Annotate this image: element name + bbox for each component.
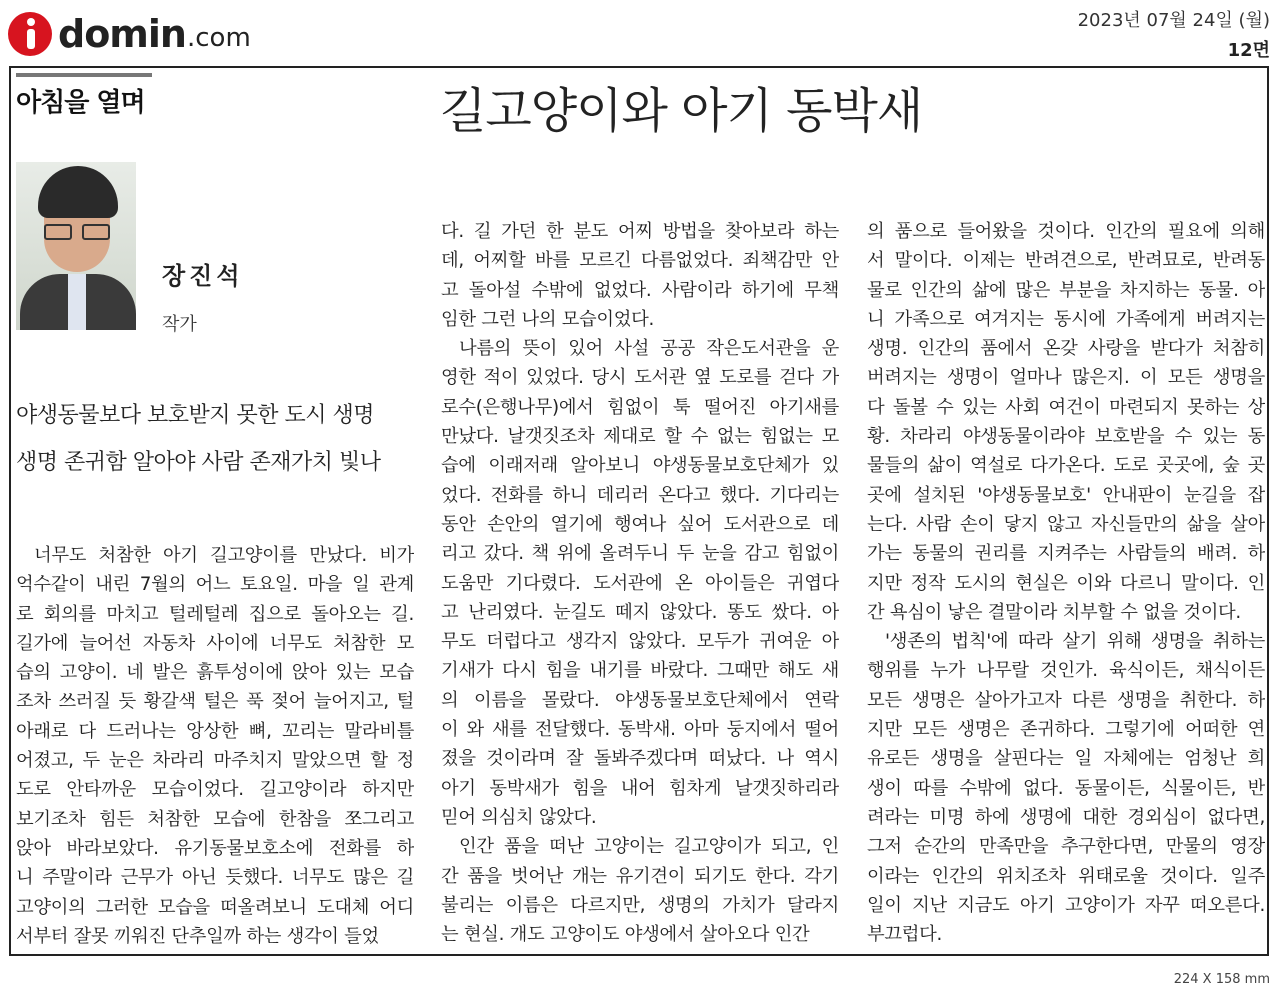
article-line: 아래로 다 드러나는 앙상한 뼈, 꼬리는 말라비틀 xyxy=(16,720,414,742)
article-line: 조차 쓰러질 듯 황갈색 털은 푹 젖어 늘어지고, 털 xyxy=(16,691,414,713)
article-line: 모든 생명은 살아가고자 다른 생명을 취한다. 하 xyxy=(867,689,1265,711)
article-line: 도로 안타까운 모습이었다. 길고양이라 하지만 xyxy=(16,779,414,801)
article-line: 버려지는 생명이 얼마나 많은지. 이 모든 생명을 xyxy=(867,367,1265,389)
print-size-note: 224 X 158 mm xyxy=(1173,972,1270,987)
author-role: 작가 xyxy=(162,314,197,335)
article-line: 지만 정작 도시의 현실은 이와 다르니 말이다. 인 xyxy=(867,572,1265,594)
logo-domain-text: domin xyxy=(58,12,186,56)
subheadline-2: 생명 존귀함 알아야 사람 존재가치 빛나 xyxy=(16,450,381,475)
article-line: 습의 고양이. 네 발은 흙투성이에 앉아 있는 모습 xyxy=(16,662,414,684)
article-line: 이 와 새를 전달했다. 동박새. 아마 둥지에서 떨어 xyxy=(441,719,839,741)
article-line: 무도 더럽다고 생각지 않았다. 모두가 귀여운 아 xyxy=(441,631,839,653)
article-line: 서 말이다. 이제는 반려견으로, 반려묘로, 반려동 xyxy=(867,250,1265,272)
article-line: 생명. 인간의 품에서 온갖 사랑을 받다가 처참히 xyxy=(867,338,1265,360)
article-line: 불리는 이름은 다르지만, 생명의 가치가 달라지 xyxy=(441,894,839,916)
article-line: 간 욕심이 낳은 결말이라 치부할 수 없을 것이다. xyxy=(867,601,1241,623)
article-line: 려라는 미명 하에 생명에 대한 경외심이 없다면, xyxy=(867,806,1265,828)
article-column-1 xyxy=(16,541,414,951)
article-line: 행위를 누가 나무랄 것인가. 육식이든, 채식이든 xyxy=(867,660,1265,682)
article-headline: 길고양이와 아기 동박새 xyxy=(440,83,923,139)
article-line: 물들의 삶이 역설로 다가온다. 도로 곳곳에, 숲 곳 xyxy=(867,455,1265,477)
article-line: 가는 동물의 권리를 지켜주는 사람들의 배려. 하 xyxy=(867,543,1265,565)
article-line: 만났다. 날갯짓조차 제대로 할 수 없는 힘없는 모 xyxy=(441,426,839,448)
article-line: 곳에 설치된 '야생동물보호' 안내판이 눈길을 잡 xyxy=(867,484,1265,506)
author-photo xyxy=(16,162,136,330)
article-line: 고양이의 그러한 모습을 떠올려보니 도대체 어디 xyxy=(16,896,414,918)
article-line: 습에 이래저래 알아보니 야생동물보호단체가 있 xyxy=(441,455,839,477)
subheadline-1: 야생동물보다 보호받지 못한 도시 생명 xyxy=(16,403,375,428)
article-line: 니 주말이라 근무가 아닌 듯했다. 너무도 많은 길 xyxy=(16,867,414,889)
article-line: 물로 인간의 삶에 많은 부분을 차지하는 동물. 아 xyxy=(867,279,1265,301)
site-logo[interactable] xyxy=(8,8,251,60)
article-line: 황. 차라리 야생동물이라야 보호받을 수 있는 동 xyxy=(867,426,1265,448)
article-line: 그저 순간의 만족만을 추구한다면, 만물의 영장 xyxy=(867,836,1265,858)
article-line: 기새가 다시 힘을 내기를 바랐다. 그때만 해도 새 xyxy=(441,660,839,682)
logo-tld-text: .com xyxy=(186,23,251,53)
article-line: 는 현실. 개도 고양이도 야생에서 살아오다 인간 xyxy=(441,924,810,946)
article-line: 인간 품을 떠난 고양이는 길고양이가 되고, 인 xyxy=(459,836,839,858)
author-name: 장진석 xyxy=(162,262,244,290)
article-column-3 xyxy=(867,217,1265,949)
article-line: 생이 따를 수밖에 없다. 동물이든, 식물이든, 반 xyxy=(867,777,1265,799)
article-line: 다. 길 가던 한 분도 어찌 방법을 찾아보라 하는 xyxy=(441,221,839,242)
article-line: 일이 지난 지금도 아기 고양이가 자꾸 떠오른다. xyxy=(867,894,1265,916)
article-line: 리고 갔다. 책 위에 올려두니 두 눈을 감고 힘없이 xyxy=(441,543,839,565)
article-line: 간 품을 벗어난 개는 유기견이 되기도 한다. 각기 xyxy=(441,865,839,887)
article-line: 유로든 생명을 살핀다는 일 자체에는 엄청난 희 xyxy=(867,748,1265,770)
article-line: 의 품으로 들어왔을 것이다. 인간의 필요에 의해 xyxy=(867,221,1265,242)
article-line: 나름의 뜻이 있어 사설 공공 작은도서관을 운 xyxy=(459,338,839,360)
section-divider xyxy=(16,73,152,77)
article-line: 어졌고, 두 눈은 차라리 마주치지 말았으면 할 정 xyxy=(16,750,414,772)
page-number: 12면 xyxy=(1227,40,1270,61)
article-line: 부끄럽다. xyxy=(867,924,942,946)
article-line: 보기조차 힘든 처참한 모습에 한참을 쪼그리고 xyxy=(16,808,414,830)
article-line: 고 돌아설 수밖에 없었다. 사람이라 하기에 무책 xyxy=(441,279,839,301)
article-line: 억수같이 내린 7월의 어느 토요일. 마을 일 관계 xyxy=(16,574,414,596)
article-line: 었다. 전화를 하니 데리러 온다고 했다. 기다리는 xyxy=(441,484,839,506)
article-line: 임한 그런 나의 모습이었다. xyxy=(441,308,655,330)
article-column-2 xyxy=(441,217,839,949)
article-line: 앉아 바라보았다. 유기동물보호소에 전화를 하 xyxy=(16,837,414,859)
article-line: 로수(은행나무)에서 힘없이 툭 떨어진 아기새를 xyxy=(441,396,839,418)
article-line: 영한 적이 있었다. 당시 도서관 옆 도로를 걷다 가 xyxy=(441,367,839,389)
article-line: 로 회의를 마치고 털레털레 집으로 돌아오는 길. xyxy=(16,603,414,625)
article-line: 믿어 의심치 않았다. xyxy=(441,806,597,828)
article-line: 고 난리였다. 눈길도 떼지 않았다. 똥도 쌌다. 아 xyxy=(441,601,839,623)
article-line: 졌을 것이라며 잘 돌봐주겠다며 떠났다. 나 역시 xyxy=(441,748,839,770)
section-title: 아침을 열며 xyxy=(16,88,145,118)
article-line: 다 돌볼 수 있는 사회 여건이 마련되지 못하는 상 xyxy=(867,396,1265,418)
article-line: 니 가족으로 여겨지는 동시에 가족에게 버려지는 xyxy=(867,308,1265,330)
article-line: 아기 동박새가 힘을 내어 힘차게 날갯짓하리라 xyxy=(441,777,839,799)
article-line: 동안 손안의 열기에 행여나 싶어 도서관으로 데 xyxy=(441,513,839,535)
article-line: 데, 어찌할 바를 모르긴 다름없었다. 죄책감만 안 xyxy=(441,250,839,272)
logo-i-icon xyxy=(8,12,52,56)
article-line: 는다. 사람 손이 닿지 않고 자신들만의 삶을 살아 xyxy=(867,513,1265,535)
publish-date: 2023년 07월 24일 (월) xyxy=(1077,10,1270,31)
article-line: '생존의 법칙'에 따라 살기 위해 생명을 취하는 xyxy=(885,631,1265,653)
article-line: 서부터 잘못 끼워진 단추일까 하는 생각이 들었 xyxy=(16,925,379,947)
article-line: 의 이름을 몰랐다. 야생동물보호단체에서 연락 xyxy=(441,689,839,711)
article-line: 이라는 인간의 위치조차 위태로울 것이다. 일주 xyxy=(867,865,1265,887)
article-line: 도움만 기다렸다. 도서관에 온 아이들은 귀엽다 xyxy=(441,572,839,594)
article-line: 길가에 늘어선 자동차 사이에 너무도 처참한 모 xyxy=(16,632,414,654)
article-line: 너무도 처참한 아기 길고양이를 만났다. 비가 xyxy=(34,545,414,566)
article-line: 지만 모든 생명은 존귀하다. 그렇기에 어떠한 연 xyxy=(867,719,1265,741)
